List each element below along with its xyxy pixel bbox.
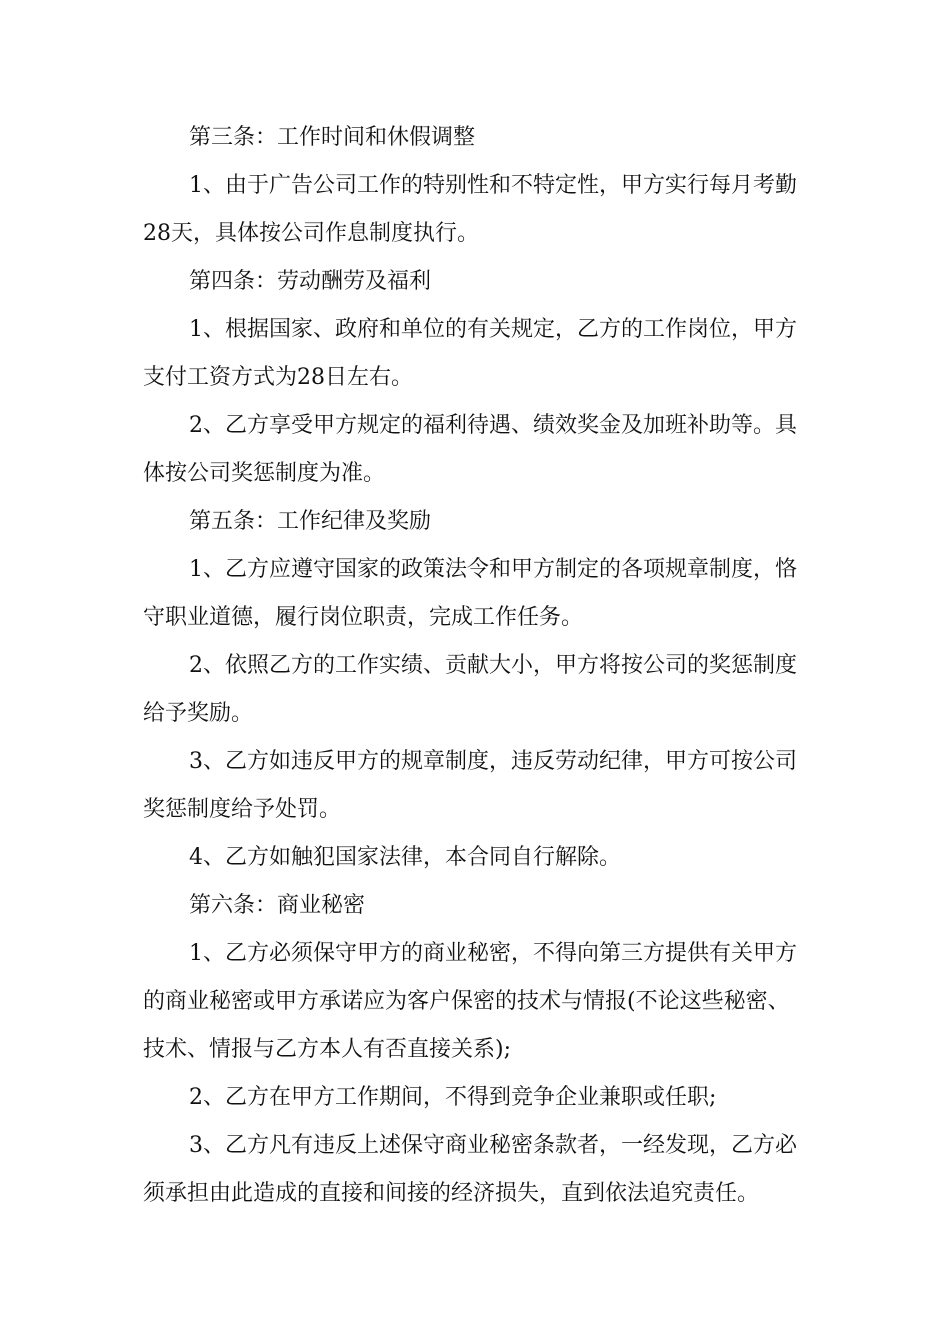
article-3-heading: 第三条：工作时间和休假调整 <box>189 125 476 150</box>
article-4-clause-1-line-2: 支付工资方式为28日左右。 <box>143 365 413 390</box>
article-4-clause-1-line-1: 1、根据国家、政府和单位的有关规定，乙方的工作岗位，甲方 <box>189 317 797 342</box>
article-6-clause-3-line-1: 3、乙方凡有违反上述保守商业秘密条款者，一经发现，乙方必 <box>189 1133 797 1158</box>
article-5-clause-4-line-1: 4、乙方如触犯国家法律，本合同自行解除。 <box>189 845 621 870</box>
article-6-clause-1-line-3: 技术、情报与乙方本人有否直接关系); <box>143 1037 511 1062</box>
article-5-clause-3-line-2: 奖惩制度给予处罚。 <box>143 797 342 822</box>
article-5-clause-3-line-1: 3、乙方如违反甲方的规章制度，违反劳动纪律，甲方可按公司 <box>189 749 797 774</box>
article-5-clause-2-line-2: 给予奖励。 <box>143 701 254 726</box>
article-6-clause-1-line-2: 的商业秘密或甲方承诺应为客户保密的技术与情报(不论这些秘密、 <box>143 989 790 1014</box>
article-4-clause-2-line-2: 体按公司奖惩制度为准。 <box>143 461 386 486</box>
article-6-heading: 第六条：商业秘密 <box>189 893 366 918</box>
article-4-heading: 第四条：劳动酬劳及福利 <box>189 269 432 294</box>
article-5-heading: 第五条：工作纪律及奖励 <box>189 509 432 534</box>
article-5-clause-2-line-1: 2、依照乙方的工作实绩、贡献大小，甲方将按公司的奖惩制度 <box>189 653 797 678</box>
article-6-clause-1-line-1: 1、乙方必须保守甲方的商业秘密，不得向第三方提供有关甲方 <box>189 941 797 966</box>
article-3-clause-1-line-1: 1、由于广告公司工作的特别性和不特定性，甲方实行每月考勤 <box>189 173 797 198</box>
article-6-clause-2-line-1: 2、乙方在甲方工作期间，不得到竞争企业兼职或任职; <box>189 1085 717 1110</box>
article-4-clause-2-line-1: 2、乙方享受甲方规定的福利待遇、绩效奖金及加班补助等。具 <box>189 413 797 438</box>
article-3-clause-1-line-2: 28天，具体按公司作息制度执行。 <box>143 221 479 246</box>
document-body <box>143 118 807 1222</box>
article-5-clause-1-line-2: 守职业道德，履行岗位职责，完成工作任务。 <box>143 605 584 630</box>
article-5-clause-1-line-1: 1、乙方应遵守国家的政策法令和甲方制定的各项规章制度，恪 <box>189 557 797 582</box>
article-6-clause-3-line-2: 须承担由此造成的直接和间接的经济损失，直到依法追究责任。 <box>143 1181 760 1206</box>
